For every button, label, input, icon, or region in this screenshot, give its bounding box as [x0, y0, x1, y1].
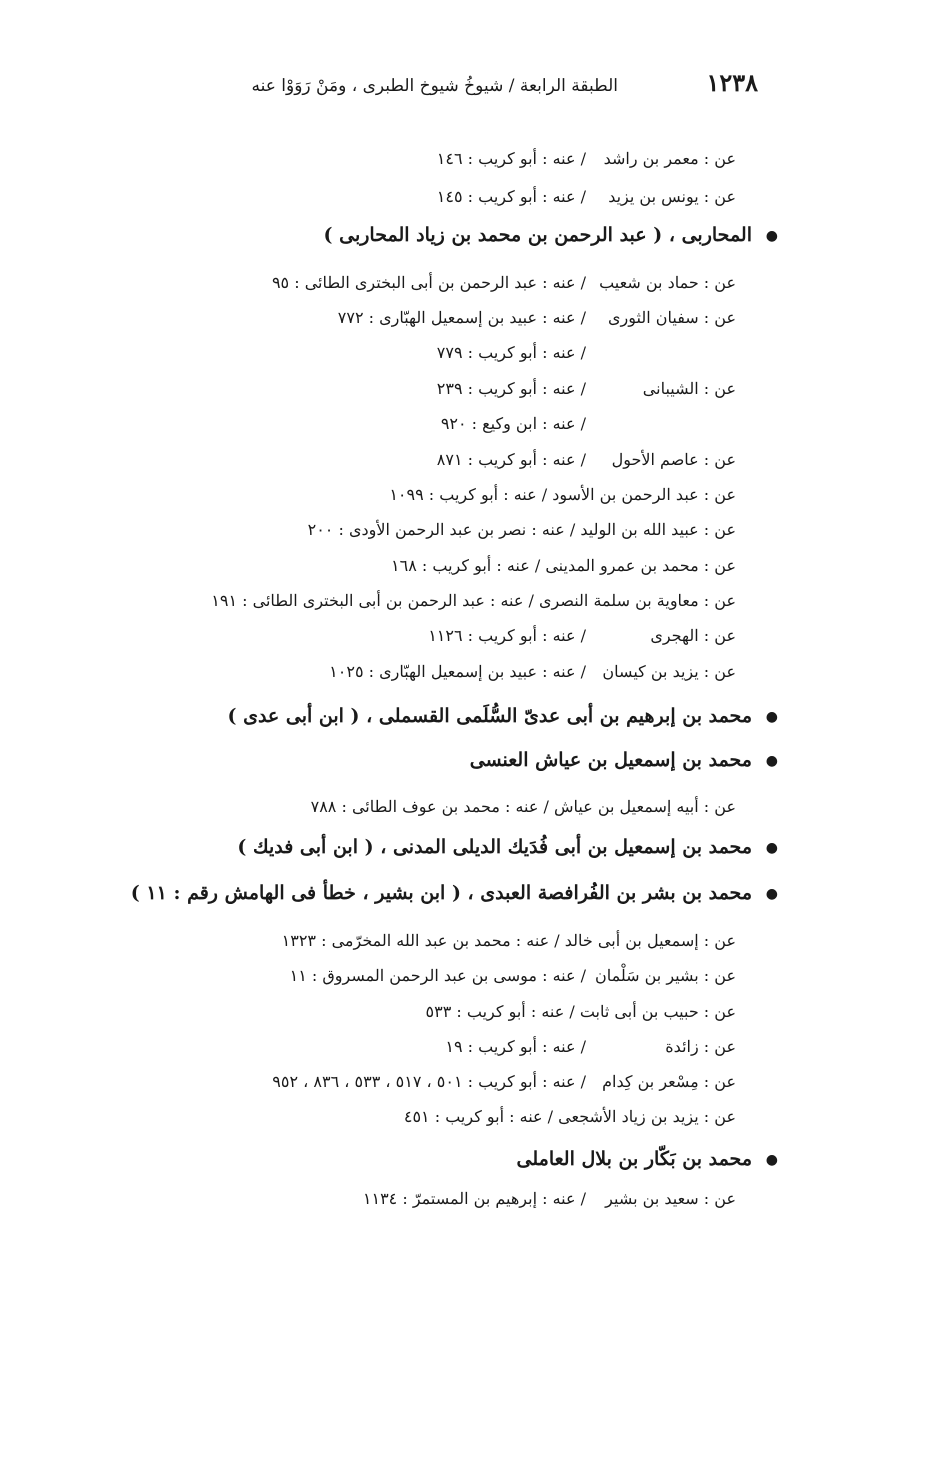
- entry-line: عن : عاصم الأحول/ عنه : أبو كريب : ٨٧١: [436, 450, 736, 469]
- bullet-icon: ●: [765, 709, 778, 725]
- entry-line: / عنه : ابن وكيع : ٩٢٠: [440, 414, 586, 433]
- entry-line: عن : بشير بن سَلْمان/ عنه : موسى بن عبد الرحمن المسروق : ١١: [289, 966, 736, 985]
- narrator-heading: ●محمد بن بَكّار بن بلال العاملى: [517, 1146, 778, 1173]
- entry-line: عن : معمر بن راشد/ عنه : أبو كريب : ١٤٦: [436, 149, 736, 168]
- narrator-heading: ●محمد بن إسمعيل بن أبى فُدَيك الديلى المدنى ، ( ابن أبى فديك ): [237, 834, 778, 861]
- entry-line: عن : حماد بن شعيب/ عنه : عبد الرحمن بن أبى البخترى الطائى : ٩٥: [271, 273, 736, 292]
- entry-line: عن : الشيبانى/ عنه : أبو كريب : ٢٣٩: [436, 379, 736, 398]
- entry-line: / عنه : أبو كريب : ٧٧٩: [436, 343, 586, 362]
- entry-line: عن : سعيد بن بشير/ عنه : إبرهيم بن المستمرّ : ١١٣٤: [362, 1189, 736, 1208]
- bullet-icon: ●: [765, 1152, 778, 1168]
- bullet-icon: ●: [765, 753, 778, 769]
- entry-line: عن : حبيب بن أبى ثابت / عنه : أبو كريب : ٥٣٣: [425, 1002, 736, 1021]
- entry-line: عن : الهجرى/ عنه : أبو كريب : ١١٢٦: [428, 626, 736, 645]
- entry-line: عن : يزيد بن زياد الأشجعى / عنه : أبو كريب : ٤٥١: [403, 1107, 736, 1126]
- bullet-icon: ●: [765, 228, 778, 244]
- running-header: [251, 68, 770, 108]
- narrator-heading: ●محمد بن بشر بن الفُرافصة العبدى ، ( ابن بشير ، خطأ فى الهامش رقم : ١١ ): [131, 880, 778, 907]
- narrator-heading: ●محمد بن إسمعيل بن عياش العنسى: [470, 747, 778, 774]
- entry-line: عن : أبيه إسمعيل بن عياش / عنه : محمد بن عوف الطائى : ٧٨٨: [310, 797, 736, 816]
- entry-line: عن : عبد الرحمن بن الأسود / عنه : أبو كريب : ١٠٩٩: [389, 485, 736, 504]
- narrator-heading: ●محمد بن إبرهيم بن أبى عدىّ السُّلَمى القسملى ، ( ابن أبى عدى ): [227, 703, 778, 730]
- entry-line: عن : معاوية بن سلمة النصرى / عنه : عبد الرحمن بن أبى البخترى الطائى : ١٩١: [211, 591, 736, 610]
- entry-line: عن : مِسْعر بن كِدام/ عنه : أبو كريب : ٥٠١ ، ٥١٧ ، ٥٣٣ ، ٨٣٦ ، ٩٥٢: [272, 1072, 736, 1091]
- bullet-icon: ●: [765, 840, 778, 856]
- entry-line: عن : سفيان الثورى/ عنه : عبيد بن إسمعيل الهبّارى : ٧٧٢: [337, 308, 736, 327]
- entry-line: عن : يزيد بن كيسان/ عنه : عبيد بن إسمعيل الهبّارى : ١٠٢٥: [329, 662, 736, 681]
- entry-line: عن : عبيد الله بن الوليد / عنه : نصر بن عبد الرحمن الأودى : ٢٠٠: [307, 520, 736, 539]
- bullet-icon: ●: [765, 886, 778, 902]
- running-title: الطبقة الرابعة / شيوخُ شيوخ الطبرى ، ومَنْ رَوَوْا عنه: [251, 76, 618, 96]
- entry-line: عن : يونس بن يزيد/ عنه : أبو كريب : ١٤٥: [436, 187, 736, 206]
- page-number: ١٢٣٨: [706, 68, 758, 97]
- narrator-heading: ●المحاربى ، ( عبد الرحمن بن محمد بن زياد المحاربى ): [324, 222, 778, 249]
- entry-line: عن : محمد بن عمرو المدينى / عنه : أبو كريب : ١٦٨: [391, 556, 736, 575]
- entry-line: عن : إسمعيل بن أبى خالد / عنه : محمد بن عبد الله المخرّمى : ١٣٢٣: [281, 931, 736, 950]
- entry-line: عن : زائدة/ عنه : أبو كريب : ١٩: [445, 1037, 736, 1056]
